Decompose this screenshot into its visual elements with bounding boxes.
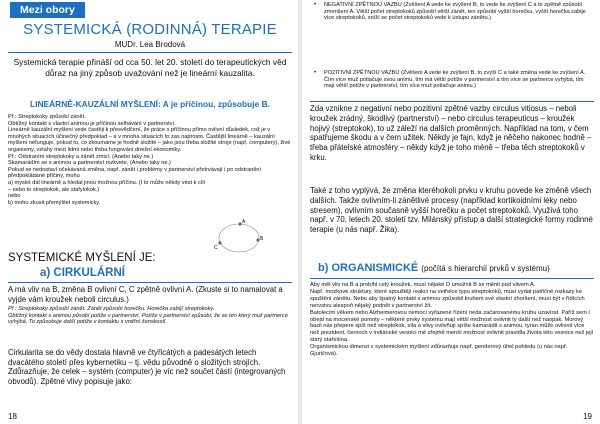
- organismic-para-1: Aby měl vliv na B a probíhl celý kroužek, musí nějaké D umožnit B se měnit pod vlivem A.: [310, 282, 536, 288]
- page-number-right: 19: [583, 412, 592, 421]
- rubric-label: Mezi obory: [10, 2, 85, 18]
- organismic-para-3: Batolecím věkem nebo Alzheimerovou nemocí vyřazené řízení neda začarovanému kruhu uzavírat. Paříž sem i obejd na mocenské pomoty – některé prvky systému mají větší možnost ovlivnit ty další než naopak. Morový bacil nás přepere spíš než streptokok, síla a vlivy ovlivňují spíše kamarádit s animou, tyran může ovlivnit více než prezident, černoch v indiánské vesnici mé zřejmě menší možnost ovlivnit pravidla života této vesnice než její starý stařešina.: [310, 309, 594, 344]
- linear-example-3: Př.: Odstraním streptokoky a zánět zmizí. (Anebo taky ne.): [8, 153, 154, 160]
- organismic-letter: b): [318, 262, 329, 274]
- cycle-label-c: C: [214, 245, 218, 251]
- left-page: [0, 0, 298, 424]
- bullet-icon: •: [314, 2, 317, 8]
- organismic-word: ORGANISMICKÉ: [331, 262, 419, 274]
- linear-causal-text: [8, 114, 292, 206]
- page-number-left: 18: [8, 412, 17, 421]
- cycle-label-b: B: [260, 236, 264, 242]
- organismic-text: [310, 282, 594, 358]
- author-name: MUDr. Lea Brodová: [114, 40, 186, 49]
- organismic-para-4: Organismickou dimenzi v systemickém myšlení zdůrazňuje např. genderový úhel pohledu (u nás např. Gjuričová).: [310, 344, 568, 358]
- linear-explanation: Lineárně kauzální myšlení vede častěji k přesvědčení, že práce s příčinou přímo ovlivní důsledek, což je v mnohých situacích účinečný předpoklad – a v mnoha situacích to zas naprosto. Častější lineárně – kauzální myšlení nefunguje, pokud to, co zkoumáme je hodně složité – jako jsou třeba složité stroje (např. computery), živé organismy, vztahy mezi lidmi nebo třeba fungování dnešní ekonomiky.: [8, 127, 291, 153]
- linear-example-2: Obtížný kontakt s vlastní animou je příčinou selhávání v partnerství.: [8, 120, 176, 127]
- cycle-label-a: A: [242, 219, 246, 225]
- positive-feedback-text: POZITIVNÍ ZPĚTNOU VAZBU (Zvěšení A vede ke zvýšení B, to zvýší C a také změna vede ke zvýšení A. Čím více muž potlačuje svou animu, tím má větší potíže v partnerství a tím více se partnerce vyhýbá, tím mají větší potíže v partnerství, tím více muž potlačuje animu.): [324, 70, 586, 90]
- systemic-heading: SYSTEMICKÉ MYŠLENÍ JE:: [8, 252, 156, 264]
- linear-causal-heading: LINEÁRNĚ-KAUZÁLNÍ MYŠLENÍ: A je příčinou, způsobuje B.: [30, 99, 270, 109]
- circular-heading: a) CIRKULÁRNÍ: [40, 267, 125, 279]
- linear-example-1: Př.: Streptokoky způsobí zánět.: [8, 114, 86, 120]
- organismic-para-2: Např. mozkové struktury, které spouštějí reakci na vetřelce typu streptokoků, musí vydat patřičné rozkazy ke spuštění zánětu. Nebo aby špatný kontakt s animou způsobil kruhem své vlastní zhoršení, musí být v řídících nervstvu alespoň nějaký podnět v partnerství žít.: [310, 288, 585, 309]
- cycle-ring: [219, 224, 259, 252]
- right-page: [302, 0, 600, 424]
- organismic-heading: [318, 262, 550, 275]
- feedback-divider: [310, 101, 594, 102]
- circular-example-1: Př.: Streptokoky způsobí zánět. Zánět způsobí horečku. Horečka zabíjí streptokoky.: [8, 306, 215, 312]
- bullet-icon: •: [314, 70, 317, 76]
- article-title: SYSTEMICKÁ (RODINNÁ) TERAPIE: [23, 21, 277, 38]
- circular-text: A má vliv na B, změna B ovlivní C, C zpětně ovlivní A. (Zkuste si to namalovat a vyjde vám kroužek neboli circulus.): [8, 285, 283, 304]
- negative-feedback-item: [310, 2, 594, 22]
- organismic-note: (počítá s hierarchií prvků v systému): [421, 264, 550, 273]
- circular-example-2: Obtížný kontakt s animou působí potíže v partnerství. Potíže v partnerství způsobí, že se ten který muž partnerce vyhýbá. To způsobuje další potíže v kontaktu s vnitřní ženskostí.: [8, 312, 288, 326]
- positive-feedback-item: [310, 70, 594, 90]
- cybernetics-paragraph: Cirkularita se do vědy dostala hlavně ve čtyřicátých a padesátých letech dvacátého století přes kybernetiku – tj. vědu původně o složitých strojích. Zdůrazňuje, že celek – systém (computer) je víc než součet částí (integrovaných obvodů). Zpětné vlivy popisuje jako:: [8, 348, 286, 386]
- option-b: b) mohu zkusit přemýšlet systemicky.: [8, 199, 101, 206]
- circulus-paragraph: Zda vznikne z negativní nebo pozitivní zpětné vazby circulus vitiosus – neboli kroužek zrádný, škodlivý (partnerství) – nebo circulus terapeuticus – kroužek hojivý (streptokok), to už záleží na dalších proměnných. Například na tom, v čem spatřujeme škodu a v čem užitek. Někdy je fajn, když je něčeho nakonec hodně – třeba přátelské atmosféry – někdy když je toho méně – třeba těch streptokoků v krku.: [310, 104, 592, 162]
- circular-examples: [8, 306, 292, 326]
- cycle-node-c: [218, 241, 221, 244]
- option-or: nebo: [8, 193, 21, 200]
- linear-change-note: Pokud se nedostaví očekávaná změna, např. zánět i problémy v partnerství přetrvávají i po odstranění předpokládané příčiny, mohu: [8, 166, 262, 180]
- circular-divider: [8, 282, 292, 283]
- cycle-diagram: [208, 216, 270, 256]
- change-paragraph: Také z toho vyplývá, že změna kteréhokoli prvku v kruhu povede ke změně všech dalších. Takže ovlivním-li zánětlivé procesy (například kortikoidními léky nebo stresem), ovlivním současně vyšší horečku a počet streptokoků. Využívá toho např. v 70. letech 20. století tzv. Milánský přístup a další strategické formy rodinné terapie (u nás např. Žika).: [310, 186, 593, 235]
- intro-paragraph: Systemická terapie přináší od cca 50. let 20. století do terapeutických věd důraz na jiný způsob uvažování než je lineární kauzalita.: [13, 57, 287, 78]
- title-divider: [8, 52, 292, 53]
- linear-example-4: Skamarádím se s animou a partnerství rozkvete. (Anebo taky ne.): [8, 160, 171, 167]
- option-a: a) myslet dál lineárně a hledat jinou možnou příčinu. (I to může někdy vést k cíli – nebo to streptokok, ale stafylokok.): [8, 179, 205, 193]
- negative-feedback-text: NEGATIVNÍ ZPĚTNOU VAZBU (Zvěšení A vede ke zvýšení B, to vede ke zvýšení C a to zpětně způsobí zmenšení A. Větší počet streptokoků způsobí větší zánět, ten způsobí vyšší horečku, vyšší horečka zabije více streptokoků, sníží se počet streptokoků vede k ústupu zánětu.): [324, 2, 586, 22]
- organismic-divider: [310, 278, 594, 279]
